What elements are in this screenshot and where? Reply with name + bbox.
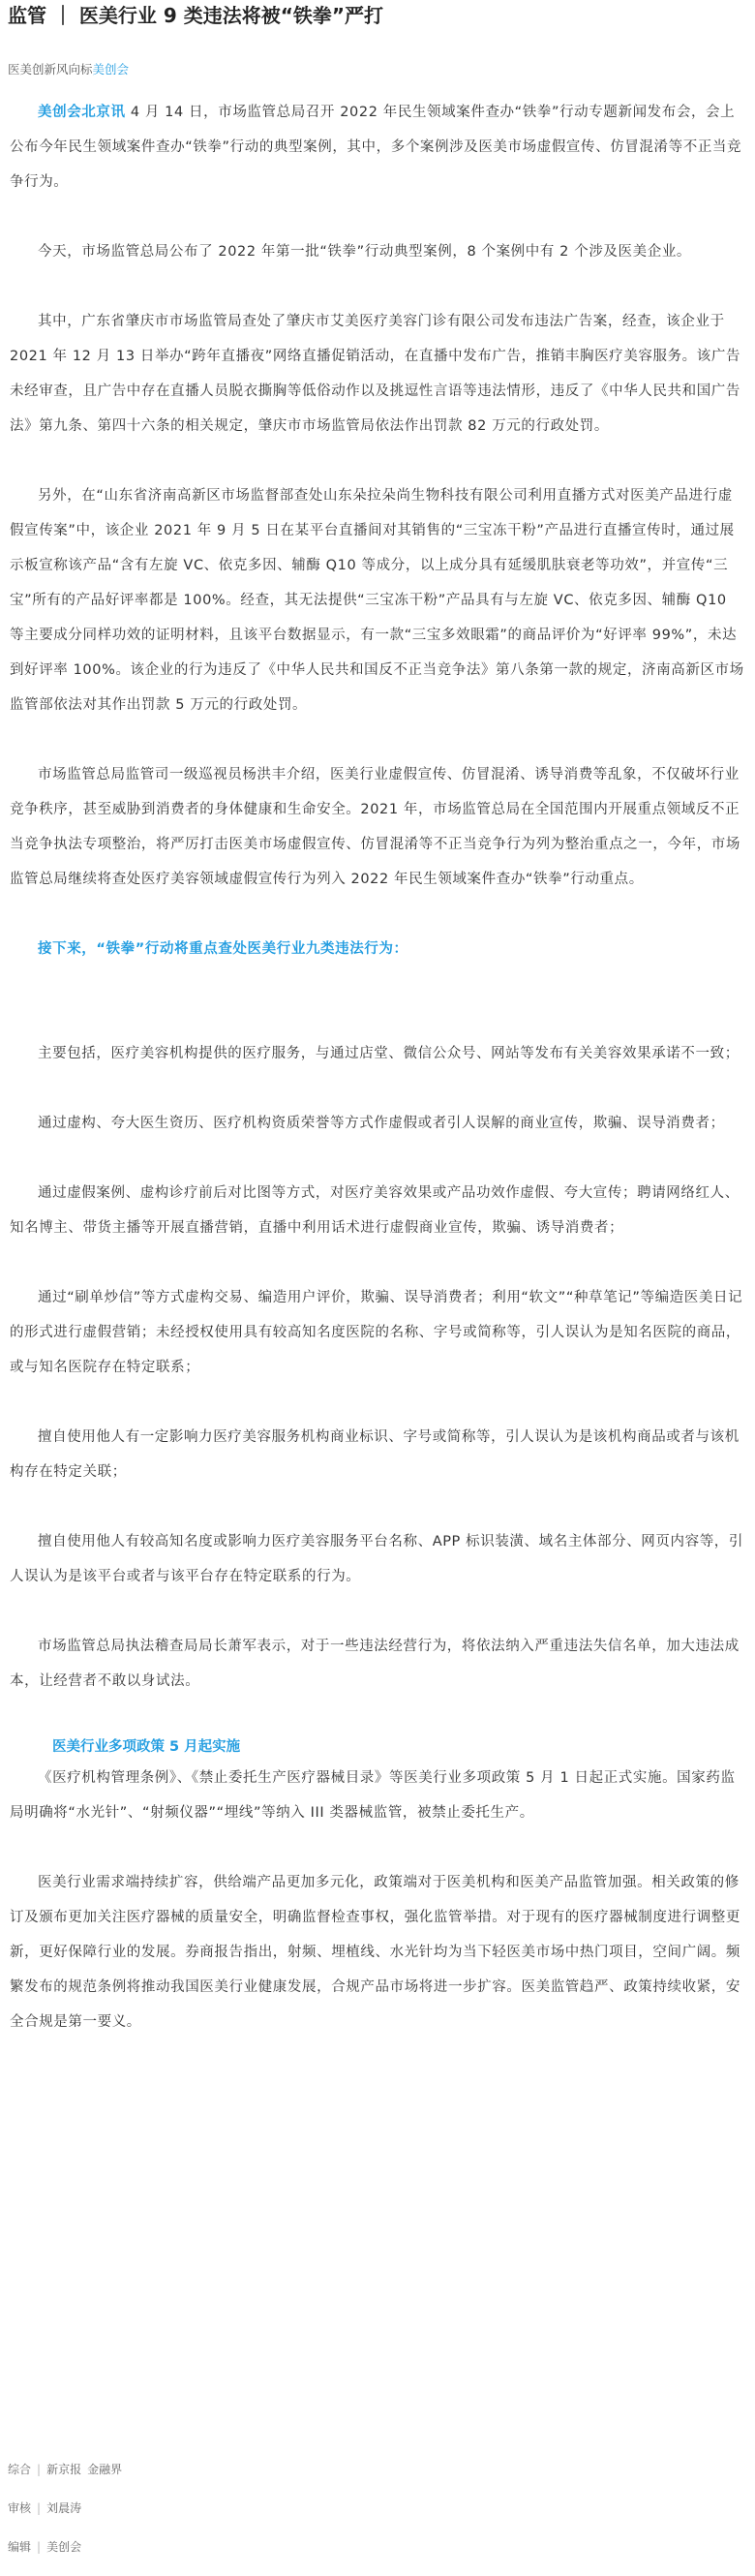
source-brand-link[interactable]: 美创会 [92,62,130,77]
article-source [8,60,745,79]
separator: | [37,2540,42,2554]
paragraph: 另外，在“山东省济南高新区市场监督部查处山东朵拉朵尚生物科技有限公司利用直播方式对医美产品进行虚假宣传案”中，该企业 2021 年 9 月 5 日在某平台直播间对其销售的“三宝冻干粉”产品进行直播宣传时，通过展示板宣称该产品“含有左旋 VC、依克多因、辅酶 Q10 等成分，以上成分具有延缓肌肤衰老等功效”，并宣传“三宝”所有的产品好评率都是 100%。经查，其无法提供“三宝冻干粉”产品具有与左旋 VC、依克多因、辅酶 Q10 等主要成分同样功效的证明材料，且该平台数据显示，有一款“三宝多效眼霜”的商品评价为“好评率 99%”，未达到好评率 100%。该企业的行为违反了《中华人民共和国反不正当竞争法》第八条第一款的规定，济南高新区市场监管部依法对其作出罚款 5 万元的行政处罚。 [10,488,744,713]
paragraph-intro [8,95,745,199]
section-subheading: 医美行业多项政策 5 月起实施 [52,1739,241,1755]
credit-name: 刘晨涛 [46,2501,82,2515]
source-prefix: 医美创新风向标 [8,62,93,77]
paragraph: 主要包括，医疗美容机构提供的医疗服务，与通过店堂、微信公众号、网站等发布有关美容效果承诺不一致； [38,1046,740,1061]
article-credits [8,2460,122,2576]
credit-review [8,2499,122,2537]
paragraph: 通过“刷单炒信”等方式虚构交易、编造用户评价，欺骗、误导消费者；利用“软文”“种草笔记”等编造医美日记的形式进行虚假营销；未经授权使用具有较高知名度医院的名称、字号或简称等，引人误认为是知名医院的商品，或与知名医院存在特定联系； [10,1290,743,1375]
paragraph-intro-text: 4 月 14 日，市场监管总局召开 2022 年民生领域案件查办“铁拳”行动专题新闻发布会，会上公布今年民生领域案件查办“铁拳”行动的典型案例，其中，多个案例涉及医美市场虚假宣传、仿冒混淆等不正当竞争行为。 [10,105,742,190]
paragraph: 擅自使用他人有较高知名度或影响力医疗美容服务平台名称、APP 标识装潢、域名主体部分、网页内容等，引人误认为是该平台或者与该平台存在特定联系的行为。 [10,1534,744,1584]
paragraph: 《医疗机构管理条例》、《禁止委托生产医疗器械目录》等医美行业多项政策 5 月 1 日起正式实施。国家药监局明确将“水光针”、“射频仪器”“埋线”等纳入 III 类器械监管，被禁止委托生产。 [10,1770,736,1821]
credit-label: 编辑 [8,2540,32,2554]
separator: | [37,2501,42,2515]
separator: | [37,2463,42,2476]
paragraph: 通过虚构、夸大医生资历、医疗机构资质荣誉等方式作虚假或者引人误解的商业宣传，欺骗、误导消费者； [38,1116,725,1131]
spacer [8,966,745,1001]
paragraph: 擅自使用他人有一定影响力医疗美容服务机构商业标识、字号或简称等，引人误认为是该机构商品或者与该机构存在特定关联； [10,1429,740,1480]
credit-label: 审核 [8,2501,32,2515]
article-title: 监管 ｜ 医美行业 9 类违法将被“铁拳”严打 [8,4,384,27]
credit-compile [8,2460,122,2499]
credit-name: 美创会 [46,2540,82,2554]
spacer [8,1001,745,1036]
credit-source: 金融界 [87,2463,123,2476]
dateline: 美创会北京讯 [38,105,126,120]
highlight-heading: 接下来，“铁拳”行动将重点查处医美行业九类违法行为： [38,941,408,957]
paragraph: 通过虚假案例、虚构诊疗前后对比图等方式，对医疗美容效果或产品功效作虚假、夸大宣传；聘请网络红人、知名博主、带货主播等开展直播营销，直播中利用话术进行虚假商业宣传，欺骗、诱导消费者； [10,1185,740,1236]
credit-label: 综合 [8,2463,32,2476]
article-body [8,95,745,2039]
paragraph: 医美行业需求端持续扩容，供给端产品更加多元化，政策端对于医美机构和医美产品监管加强。相关政策的修订及颁布更加关注医疗器械的质量安全，明确监督检查事权，强化监管举措。对于现有的医疗器械制度进行调整更新，更好保障行业的发展。券商报告指出，射频、埋植线、水光针均为当下轻医美市场中热门项目，空间广阔。频繁发布的规范条例将推动我国医美行业健康发展，合规产品市场将进一步扩容。医美监管趋严、政策持续收紧，安全合规是第一要义。 [10,1875,740,2030]
paragraph: 今天，市场监管总局公布了 2022 年第一批“铁拳”行动典型案例，8 个案例中有 2 个涉及医美企业。 [38,244,692,260]
paragraph: 市场监管总局执法稽查局局长萧军表示，对于一些违法经营行为，将依法纳入严重违法失信名单，加大违法成本，让经营者不敢以身试法。 [10,1639,740,1689]
paragraph: 市场监管总局监管司一级巡视员杨洪丰介绍，医美行业虚假宣传、仿冒混淆、诱导消费等乱象，不仅破坏行业竞争秩序，甚至威胁到消费者的身体健康和生命安全。2021 年，市场监管总局在全国范围内开展重点领域反不正当竞争执法专项整治，将严厉打击医美市场虚假宣传、仿冒混淆等不正当竞争行为列为整治重点之一，今年，市场监管总局继续将查处医疗美容领域虚假宣传行为列入 2022 年民生领域案件查办“铁拳”行动重点。 [10,767,740,887]
paragraph: 其中，广东省肇庆市市场监管局查处了肇庆市艾美医疗美容门诊有限公司发布违法广告案，经查，该企业于 2021 年 12 月 13 日举办“跨年直播夜”网络直播促销活动，在直播中发布广告，推销丰胸医疗美容服务。该广告未经审查，且广告中存在直播人员脱衣撕胸等低俗动作以及挑逗性言语等违法情形，违反了《中华人民共和国广告法》第九条、第四十六条的相关规定，肇庆市市场监管局依法作出罚款 82 万元的行政处罚。 [10,314,741,434]
credit-edit [8,2537,122,2576]
credit-source: 新京报 [46,2463,82,2476]
